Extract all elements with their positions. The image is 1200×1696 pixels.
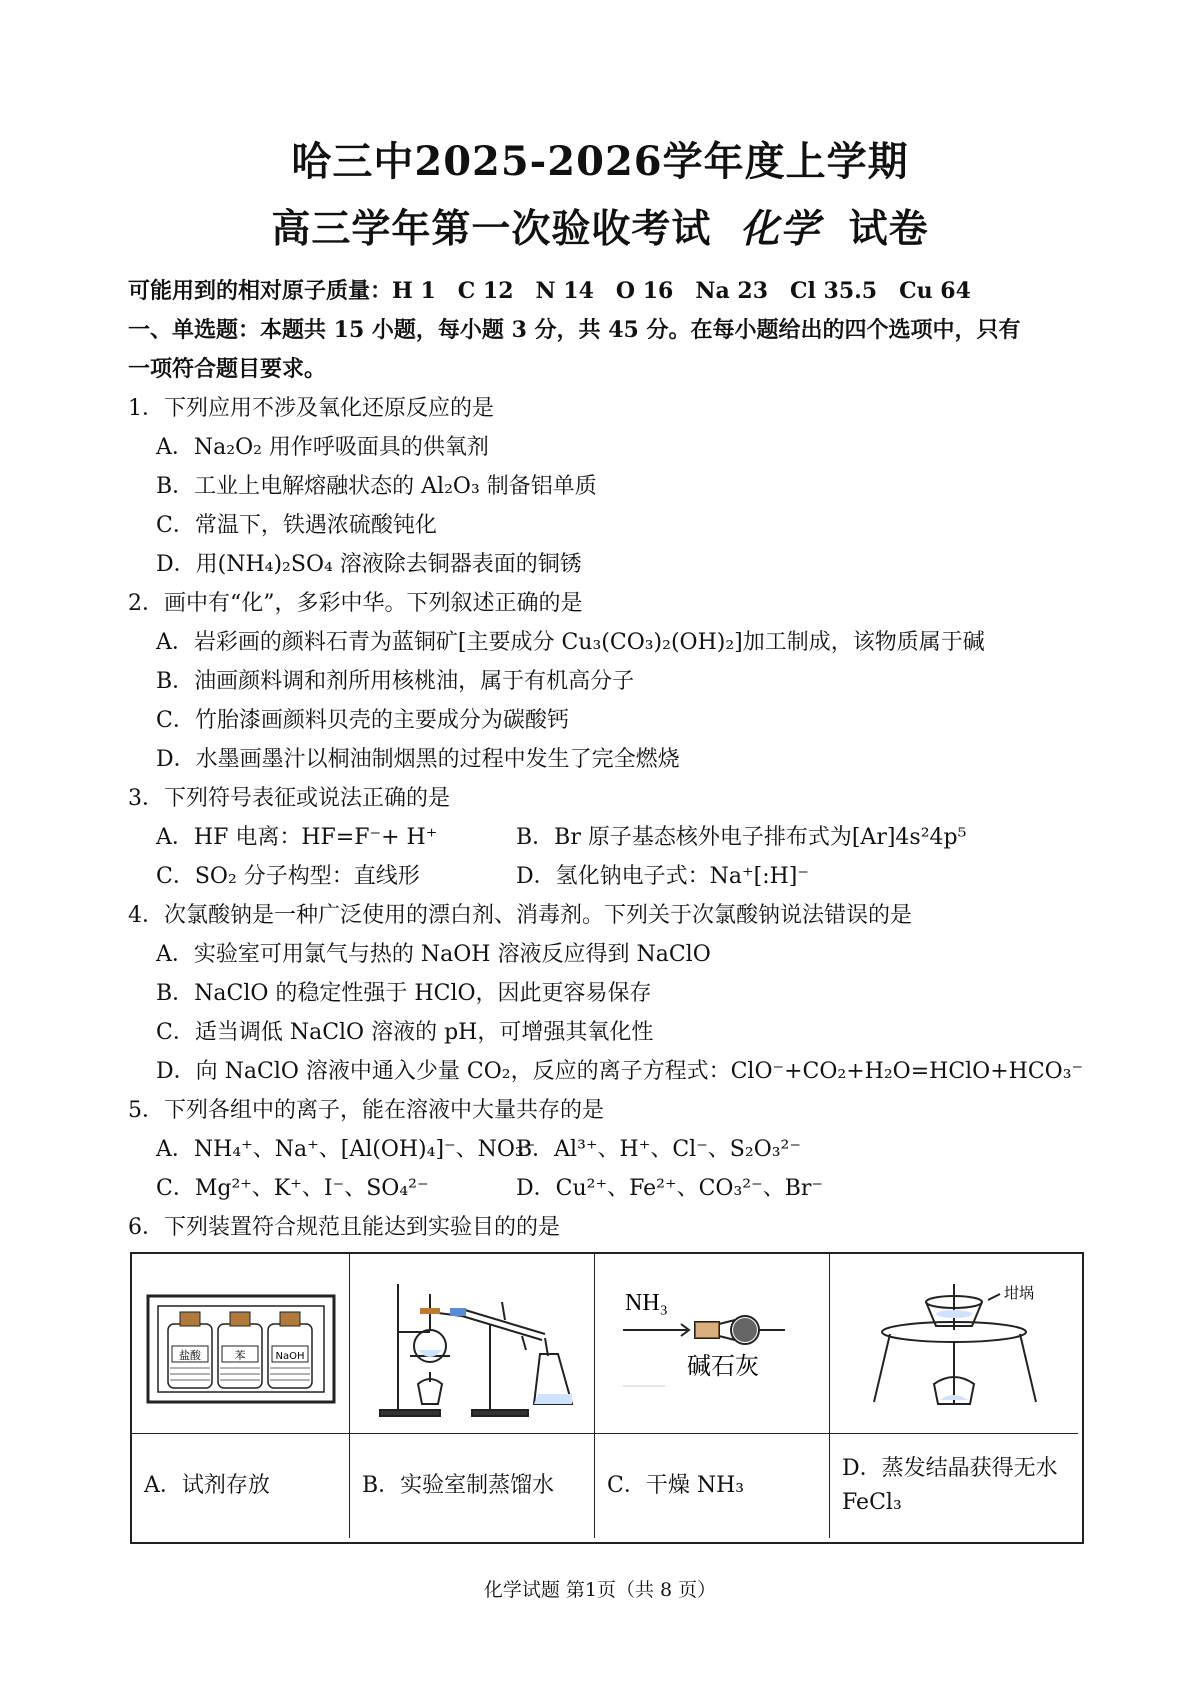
q3-stem: 3．下列符号表征或说法正确的是 <box>128 786 450 811</box>
q2-option-d: D．水墨画墨汁以桐油制烟黑的过程中发生了完全燃烧 <box>156 747 680 772</box>
q2-option-c: C．竹胎漆画颜料贝壳的主要成分为碳酸钙 <box>156 708 569 733</box>
distillation-apparatus-figure <box>350 1254 595 1434</box>
q4-option-c: C．适当调低 NaClO 溶液的 pH，可增强其氧化性 <box>156 1020 654 1045</box>
q2-option-b: B．油画颜料调和剂所用核桃油，属于有机高分子 <box>156 669 635 694</box>
q5-option-c: C．Mg²⁺、K⁺、I⁻、SO₄²⁻ <box>156 1176 429 1201</box>
exam-title-suffix: 试卷 <box>848 206 929 252</box>
q4-option-a: A．实验室可用氯气与热的 NaOH 溶液反应得到 NaClO <box>156 942 711 967</box>
q6-figure-a <box>132 1254 350 1434</box>
exam-title-main: 高三学年第一次验收考试 <box>271 206 712 252</box>
section-instructions-1: 一、单选题：本题共 15 小题，每小题 3 分，共 45 分。在每小题给出的四个选项中，只有 <box>128 317 1021 343</box>
exam-title-line2 <box>0 198 1200 254</box>
q5-option-d: D．Cu²⁺、Fe²⁺、CO₃²⁻、Br⁻ <box>516 1176 824 1201</box>
q4-stem: 4．次氯酸钠是一种广泛使用的漂白剂、消毒剂。下列关于次氯酸钠说法错误的是 <box>128 903 912 928</box>
q5-options-row1 <box>128 1130 1088 1169</box>
q3-options-row1 <box>128 818 1088 857</box>
q6-label-b: B．实验室制蒸馏水 <box>350 1434 595 1538</box>
exam-body <box>128 272 1088 1247</box>
q3-option-d: D．氢化钠电子式：Na⁺[:H]⁻ <box>516 864 809 889</box>
q6-label-d: D．蒸发结晶获得无水 FeCl₃ <box>842 1456 1058 1515</box>
q6-label-c: C．干燥 NH₃ <box>595 1434 830 1538</box>
atomic-masses: 可能用到的相对原子质量：H 1 C 12 N 14 O 16 Na 23 Cl 35.5 Cu 64 <box>128 278 971 304</box>
q4-option-d: D．向 NaClO 溶液中通入少量 CO₂，反应的离子方程式：ClO⁻+CO₂+H₂O=HClO+HCO₃⁻ <box>156 1059 1084 1084</box>
bottle-label-benzene: 苯 <box>234 1349 246 1362</box>
q4-option-b: B．NaClO 的稳定性强于 HClO，因此更容易保存 <box>156 981 652 1006</box>
q2-option-a: A．岩彩画的颜料石青为蓝铜矿[主要成分 Cu₃(CO₃)₂(OH)₂]加工制成，该物质属于碱 <box>156 630 985 655</box>
q2-stem: 2．画中有“化”，多彩中华。下列叙述正确的是 <box>128 591 583 616</box>
drying-tube-figure <box>595 1254 830 1434</box>
page-footer: 化学试题 第1页（共 8 页） <box>483 1579 717 1601</box>
q6-stem: 6．下列装置符合规范且能达到实验目的的是 <box>128 1215 560 1240</box>
q6-label-a: A．试剂存放 <box>132 1434 350 1538</box>
exam-subject: 化学 <box>739 206 820 252</box>
q6-figure-d <box>830 1254 1078 1434</box>
q1-option-d: D．用(NH₄)₂SO₄ 溶液除去铜器表面的铜锈 <box>156 552 582 577</box>
q6-apparatus-table <box>130 1252 1084 1544</box>
q3-options-row2 <box>128 857 1088 896</box>
q3-option-a: A．HF 电离：HF=F⁻+ H⁺ <box>156 825 438 850</box>
q1-option-b: B．工业上电解熔融状态的 Al₂O₃ 制备铝单质 <box>156 474 597 499</box>
q6-figure-c <box>595 1254 830 1434</box>
q5-options-row2 <box>128 1169 1088 1208</box>
q1-option-a: A．Na₂O₂ 用作呼吸面具的供氧剂 <box>156 435 489 460</box>
bottle-label-hcl: 盐酸 <box>179 1349 201 1362</box>
q5-option-a: A．NH₄⁺、Na⁺、[Al(OH)₄]⁻、NO₃⁻ <box>156 1137 536 1162</box>
crucible-label: 坩埚 <box>1004 1284 1035 1302</box>
q1-option-c: C．常温下，铁遇浓硫酸钝化 <box>156 513 437 538</box>
q3-option-c: C．SO₂ 分子构型：直线形 <box>156 864 420 889</box>
q6-figure-b <box>350 1254 595 1434</box>
reagent-cabinet-figure <box>132 1254 350 1434</box>
q5-option-b: B．Al³⁺、H⁺、Cl⁻、S₂O₃²⁻ <box>516 1137 801 1162</box>
soda-lime-label: 碱石灰 <box>687 1352 759 1380</box>
bottle-label-naoh: NaOH <box>275 1351 305 1362</box>
q5-stem: 5．下列各组中的离子，能在溶液中大量共存的是 <box>128 1098 604 1123</box>
exam-title-line1: 哈三中2025-2026学年度上学期 <box>291 138 909 185</box>
q3-option-b: B．Br 原子基态核外电子排布式为[Ar]4s²4p⁵ <box>516 825 967 850</box>
crucible-heating-figure <box>830 1254 1078 1434</box>
section-instructions-2: 一项符合题目要求。 <box>128 356 327 382</box>
q1-stem: 1．下列应用不涉及氧化还原反应的是 <box>128 396 494 421</box>
nh3-label: NH₃ <box>625 1290 669 1316</box>
